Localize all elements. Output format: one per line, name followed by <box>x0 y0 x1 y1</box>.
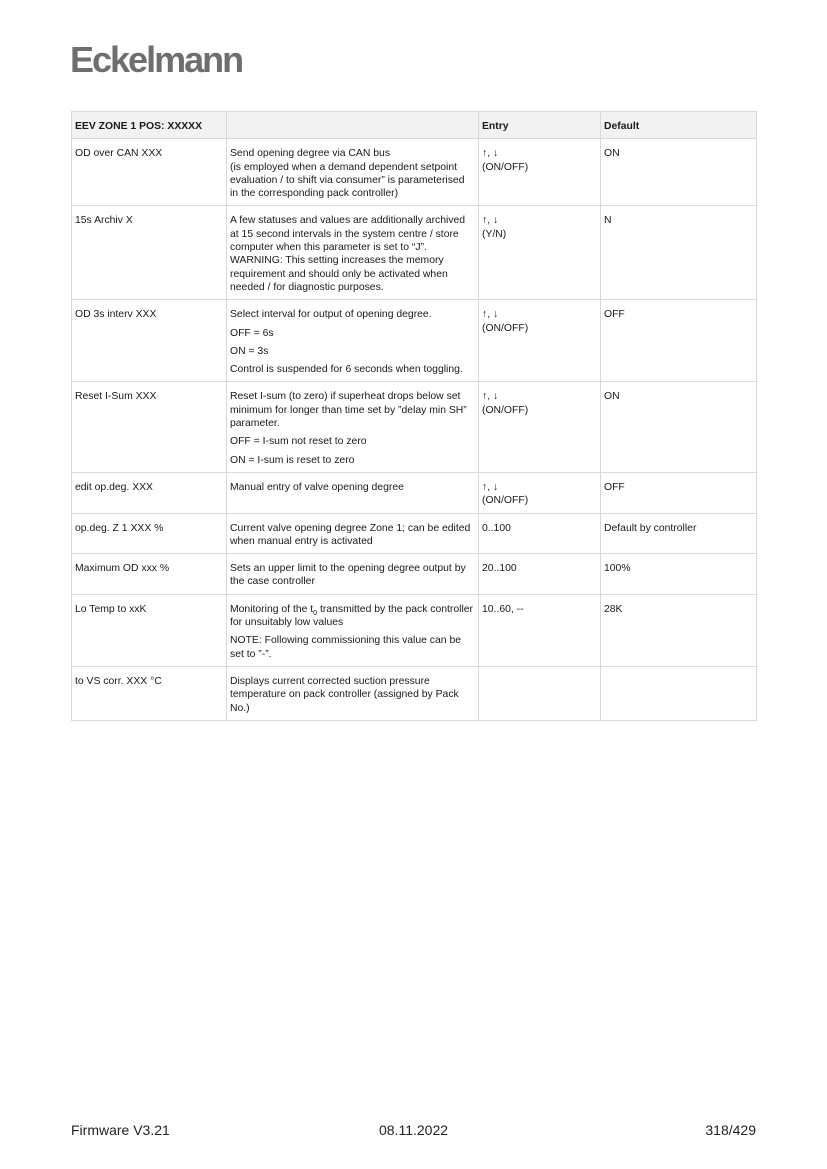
param-default: Default by controller <box>601 513 757 554</box>
param-name: to VS corr. XXX °C <box>72 666 227 720</box>
desc-text: transmitted by the pack controller for unsuitably low values <box>230 603 474 629</box>
header-entry: Entry <box>479 112 601 139</box>
desc-line <box>230 603 475 630</box>
table-row <box>72 554 757 595</box>
table-header-row <box>72 112 757 139</box>
param-entry <box>479 513 601 554</box>
desc-line: A few statuses and values are additionally archived at 15 second intervals in the system centre / store computer when this parameter is set to “J”. <box>230 215 466 254</box>
desc-line: NOTE: Following commissioning this value can be set to ”-”. <box>230 635 461 660</box>
footer-firmware: Firmware V3.21 <box>71 1122 170 1138</box>
header-zone: EEV ZONE 1 POS: XXXXX <box>72 112 227 139</box>
param-default: 28K <box>601 594 757 666</box>
param-description <box>227 472 479 513</box>
entry-options: (ON/OFF) <box>482 161 529 173</box>
param-entry <box>479 594 601 666</box>
param-default: OFF <box>601 300 757 382</box>
desc-line: Control is suspended for 6 seconds when toggling. <box>230 364 463 376</box>
param-description <box>227 554 479 595</box>
param-name: Lo Temp to xxK <box>72 594 227 666</box>
desc-text: Monitoring of the t <box>230 603 314 615</box>
header-description <box>227 112 479 139</box>
entry-arrows: ↑, ↓ <box>482 309 499 321</box>
param-description <box>227 300 479 382</box>
table-row <box>72 472 757 513</box>
desc-line: OFF = I-sum not reset to zero <box>230 436 367 448</box>
desc-line: ON = 3s <box>230 345 269 357</box>
entry-options: (ON/OFF) <box>482 322 529 334</box>
desc-line: WARNING: This setting increases the memory requirement and should only be activated when needed / for diagnostic purposes. <box>230 255 448 293</box>
param-description <box>227 382 479 472</box>
param-name: OD 3s interv XXX <box>72 300 227 382</box>
table-row <box>72 139 757 206</box>
param-name: Maximum OD xxx % <box>72 554 227 595</box>
entry-options: (Y/N) <box>482 228 507 240</box>
desc-line: ON = I-sum is reset to zero <box>230 454 355 466</box>
entry-arrows: ↑, ↓ <box>482 215 499 227</box>
parameter-table <box>71 111 757 721</box>
entry-range: 10..60, -- <box>482 603 524 615</box>
table-row <box>72 300 757 382</box>
eckelmann-logo: Eckelmann <box>70 39 243 80</box>
param-entry <box>479 472 601 513</box>
param-name: edit op.deg. XXX <box>72 472 227 513</box>
param-name: op.deg. Z 1 XXX % <box>72 513 227 554</box>
param-default: OFF <box>601 472 757 513</box>
desc-line: Manual entry of valve opening degree <box>230 481 404 493</box>
param-name: OD over CAN XXX <box>72 139 227 206</box>
footer-page-number: 318/429 <box>705 1122 756 1138</box>
desc-line: Select interval for output of opening degree. <box>230 309 432 321</box>
entry-arrows: ↑, ↓ <box>482 481 499 493</box>
param-default <box>601 666 757 720</box>
desc-line: Current valve opening degree Zone 1; can be edited when manual entry is activated <box>230 522 471 547</box>
param-description <box>227 206 479 300</box>
entry-range: 0..100 <box>482 522 511 534</box>
param-name: Reset I-Sum XXX <box>72 382 227 472</box>
table-row <box>72 206 757 300</box>
entry-options: (ON/OFF) <box>482 495 529 507</box>
footer-date: 08.11.2022 <box>378 1122 449 1138</box>
table-row <box>72 666 757 720</box>
param-description <box>227 139 479 206</box>
entry-options: (ON/OFF) <box>482 404 529 416</box>
table-row <box>72 513 757 554</box>
entry-range: 20..100 <box>482 563 517 575</box>
table-row <box>72 594 757 666</box>
param-description <box>227 594 479 666</box>
desc-line: Displays current corrected suction pressure temperature on pack controller (assigned by Pack No.) <box>230 675 459 714</box>
param-entry <box>479 554 601 595</box>
param-entry <box>479 382 601 472</box>
desc-line: OFF = 6s <box>230 327 274 339</box>
desc-line: Reset I-sum (to zero) if superheat drops below set minimum for longer than time set by ”delay min SH” parameter. <box>230 391 467 430</box>
param-default: ON <box>601 139 757 206</box>
header-default: Default <box>601 112 757 139</box>
param-default: ON <box>601 382 757 472</box>
subscript: 0 <box>313 609 318 617</box>
param-entry <box>479 666 601 720</box>
param-name: 15s Archiv X <box>72 206 227 300</box>
param-default: 100% <box>601 554 757 595</box>
param-entry <box>479 139 601 206</box>
desc-line: (is employed when a demand dependent setpoint evaluation / to shift via consumer” is parameterised in the corresponding pack controller) <box>230 161 465 200</box>
param-entry <box>479 206 601 300</box>
param-description <box>227 513 479 554</box>
param-default: N <box>601 206 757 300</box>
entry-arrows: ↑, ↓ <box>482 391 499 403</box>
param-entry <box>479 300 601 382</box>
table-row <box>72 382 757 472</box>
desc-line: Send opening degree via CAN bus <box>230 148 391 160</box>
entry-arrows: ↑, ↓ <box>482 148 499 160</box>
param-description <box>227 666 479 720</box>
desc-line: Sets an upper limit to the opening degree output by the case controller <box>230 563 466 588</box>
